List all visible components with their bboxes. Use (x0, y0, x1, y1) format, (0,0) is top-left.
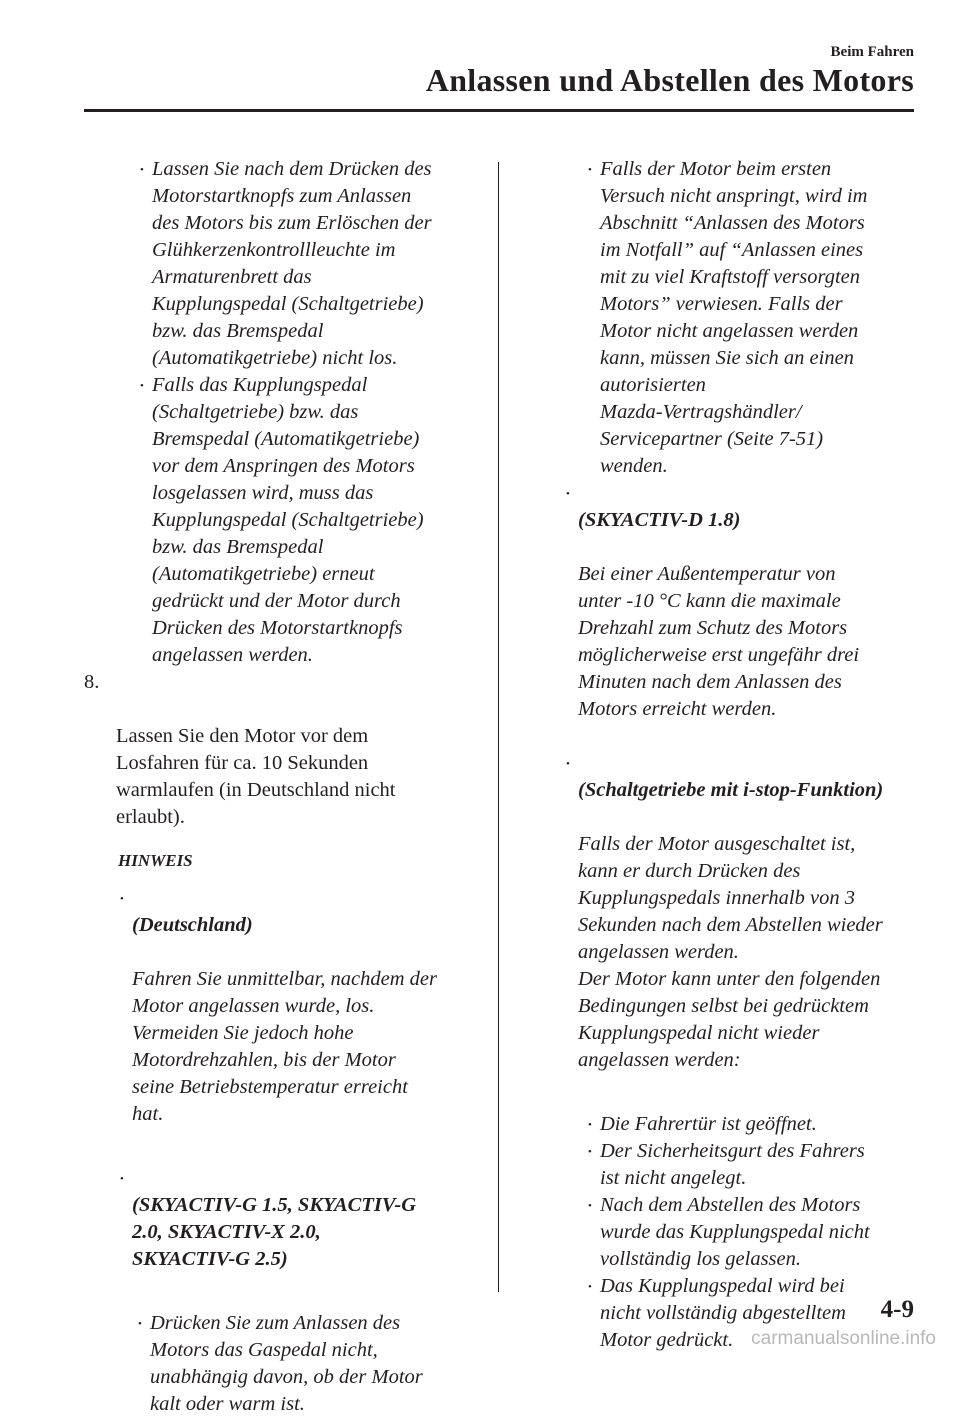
bullet-skyactiv-d (578, 480, 916, 750)
page-number: 4-9 (880, 1296, 914, 1323)
istop-title: • (Schaltgetriebe mit i-stop-Funktion) (578, 779, 884, 801)
step-8 (84, 669, 484, 831)
istop-text: Falls der Motor ausgeschaltet ist, kann er durch Drücken des Kupplungspedals innerhalb von 3 Sekunden nach dem Abstellen wieder angelassen werden. Der Motor kann unter den folgenden Bedingungen selbst bei gedrücktem Kupplungspedal nicht wieder angelassen werden: (578, 833, 883, 1071)
left-column (84, 156, 484, 1418)
column-divider (498, 162, 499, 1292)
deutschland-title: • (Deutschland) (132, 914, 253, 936)
condition-item: • Die Fahrertür ist geöffnet. (600, 1111, 916, 1138)
page-title: Anlassen und Abstellen des Motors (425, 62, 914, 98)
deutschland-text: Fahren Sie unmittelbar, nachdem der Motor angelassen wurde, los. Vermeiden Sie jedoch hohe Motordrehzahlen, bis der Motor seine Betriebstemperatur erreicht hat. (132, 968, 437, 1125)
step-text: Lassen Sie den Motor vor dem Losfahren für ca. 10 Sekunden warmlaufen (in Deutschland nicht erlaubt). (116, 725, 396, 828)
skyactiv-d-text: Bei einer Außentemperatur von unter -10 °C kann die maximale Drehzahl zum Schutz des Motors möglicherweise erst ungefähr drei Minuten nach dem Anlassen des Motors erreicht werden. (578, 563, 860, 720)
watermark: carmanualsonline.info (751, 1328, 936, 1349)
header-rule (84, 109, 914, 112)
bullet-accelerator: • Drücken Sie zum Anlassen des Motors das Gaspedal nicht, unabhängig davon, ob der Motor kalt oder warm ist. (150, 1310, 484, 1418)
bullet-deutschland (132, 885, 484, 1155)
bullet-glow-lamp: • Lassen Sie nach dem Drücken des Motorstartknopfs zum Anlassen des Motors bis zum Erlöschen der Glühkerzenkontrollleuchte im Armaturenbrett das Kupplungspedal (Schaltgetriebe) bzw. das Bremspedal (Automatikgetriebe) nicht los. (152, 156, 484, 372)
skyactiv-g-title: • (SKYACTIV-G 1.5, SKYACTIV-G 2.0, SKYACTIV-X 2.0, SKYACTIV-G 2.5) (132, 1194, 417, 1270)
right-column (512, 156, 916, 1354)
header-section-label: Beim Fahren (830, 44, 914, 60)
condition-item: • Nach dem Abstellen des Motors wurde das Kupplungspedal nicht vollständig los gelassen. (600, 1192, 916, 1273)
step-number: 8. (84, 671, 100, 693)
bullet-istop (578, 750, 916, 1101)
bullet-skyactiv-g (132, 1165, 484, 1300)
condition-item: • Das Kupplungspedal wird bei nicht vollständig abgestelltem Motor gedrückt. (600, 1273, 916, 1354)
bullet-engine-not-starting: • Falls der Motor beim ersten Versuch nicht anspringt, wird im Abschnitt “Anlassen des Motors im Notfall” auf “Anlassen eines mit zu viel Kraftstoff versorgten Motors” verwiesen. Falls der Motor nicht angelassen werden kann, müssen Sie sich an einen autorisierten Mazda-Vertragshändler/ Servicepartner (Seite 7-51) wenden. (600, 156, 916, 480)
bullet-pedal-released: • Falls das Kupplungspedal (Schaltgetriebe) bzw. das Bremspedal (Automatikgetriebe) vor dem Anspringen des Motors losgelassen wird, muss das Kupplungspedal (Schaltgetriebe) bzw. das Bremspedal (Automatikgetriebe) erneut gedrückt und der Motor durch Drücken des Motorstartknopfs angelassen werden. (152, 372, 484, 669)
hinweis-heading: HINWEIS (118, 851, 193, 870)
condition-item: • Der Sicherheitsgurt des Fahrers ist nicht angelegt. (600, 1138, 916, 1192)
skyactiv-d-title: • (SKYACTIV-D 1.8) (578, 509, 741, 531)
